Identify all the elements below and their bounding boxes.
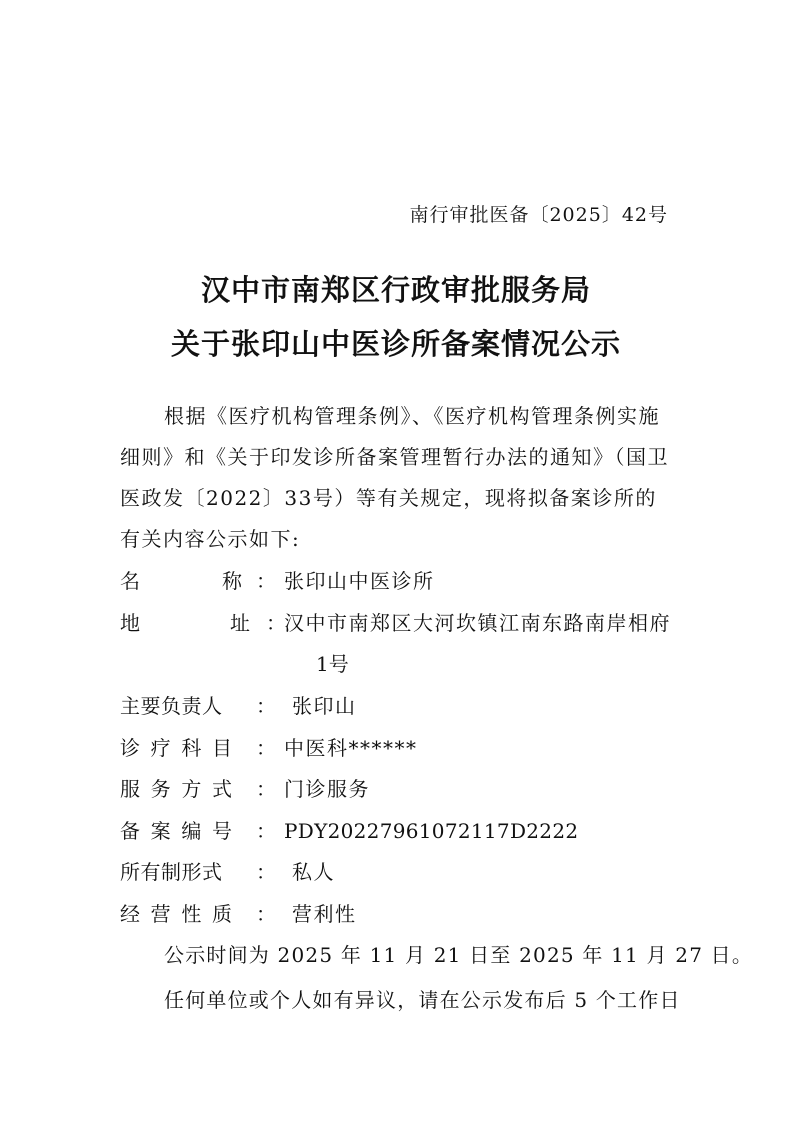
field-nature-label: 经 营 性 质 bbox=[120, 902, 232, 926]
field-ownership-label: 所 有 制 形 式 bbox=[120, 860, 222, 884]
title-line-2: 关于张印山中医诊所备案情况公示 bbox=[170, 327, 621, 361]
field-department-value: 中医科****** bbox=[284, 736, 418, 760]
publicity-period: 公示时间为 2025 年 11 月 21 日至 2025 年 11 月 27 日。 bbox=[164, 943, 754, 967]
field-department: 诊 疗 科 目 ： 中医科****** bbox=[120, 728, 680, 769]
field-ownership: 所 有 制 形 式 ： 私人 bbox=[120, 852, 680, 893]
field-service-label: 服 务 方 式 bbox=[120, 777, 232, 801]
field-principal: 主 要 负 责 人 ： 张印山 bbox=[120, 686, 680, 727]
title-line-1: 汉中市南郑区行政审批服务局 bbox=[200, 273, 591, 307]
field-service: 服 务 方 式 ： 门诊服务 bbox=[120, 769, 680, 810]
field-principal-label: 主 要 负 责 人 bbox=[120, 694, 222, 718]
field-record-number-value: PDY20227961072117D2222 bbox=[284, 819, 579, 843]
field-record-number-label: 备 案 编 号 bbox=[120, 819, 232, 843]
field-name-value: 张印山中医诊所 bbox=[284, 569, 435, 593]
field-address-value: 汉中市南郑区大河坎镇江南东路南岸相府 bbox=[284, 611, 671, 635]
field-service-value: 门诊服务 bbox=[284, 777, 370, 801]
field-nature: 经 营 性 质 ： 营利性 bbox=[120, 894, 680, 935]
field-name: 名 称 ： 张印山中医诊所 bbox=[120, 561, 680, 602]
field-address-label: 地 址 bbox=[120, 611, 250, 635]
field-principal-value: 张印山 bbox=[292, 694, 357, 718]
field-record-number: 备 案 编 号 ： PDY20227961072117D2222 bbox=[120, 811, 680, 852]
field-name-label: 名 称 bbox=[120, 569, 242, 593]
field-nature-value: 营利性 bbox=[292, 902, 357, 926]
field-address: 地 址 ： 汉中市南郑区大河坎镇江南东路南岸相府 bbox=[120, 603, 680, 644]
field-ownership-value: 私人 bbox=[292, 860, 335, 884]
field-department-label: 诊 疗 科 目 bbox=[120, 736, 232, 760]
document-number: 南行审批医备〔2025〕42号 bbox=[409, 204, 668, 226]
intro-paragraph: 根据《医疗机构管理条例》、《医疗机构管理条例实施细则》和《关于印发诊所备案管理暂行办法的通知》（国卫医政发〔2022〕33号）等有关规定，现将拟备案诊所的有关内容公示如下: bbox=[120, 404, 669, 551]
field-address-value-continued: 1号 bbox=[316, 652, 349, 676]
objection-notice: 任何单位或个人如有异议，请在公示发布后 5 个工作日 bbox=[164, 988, 681, 1012]
